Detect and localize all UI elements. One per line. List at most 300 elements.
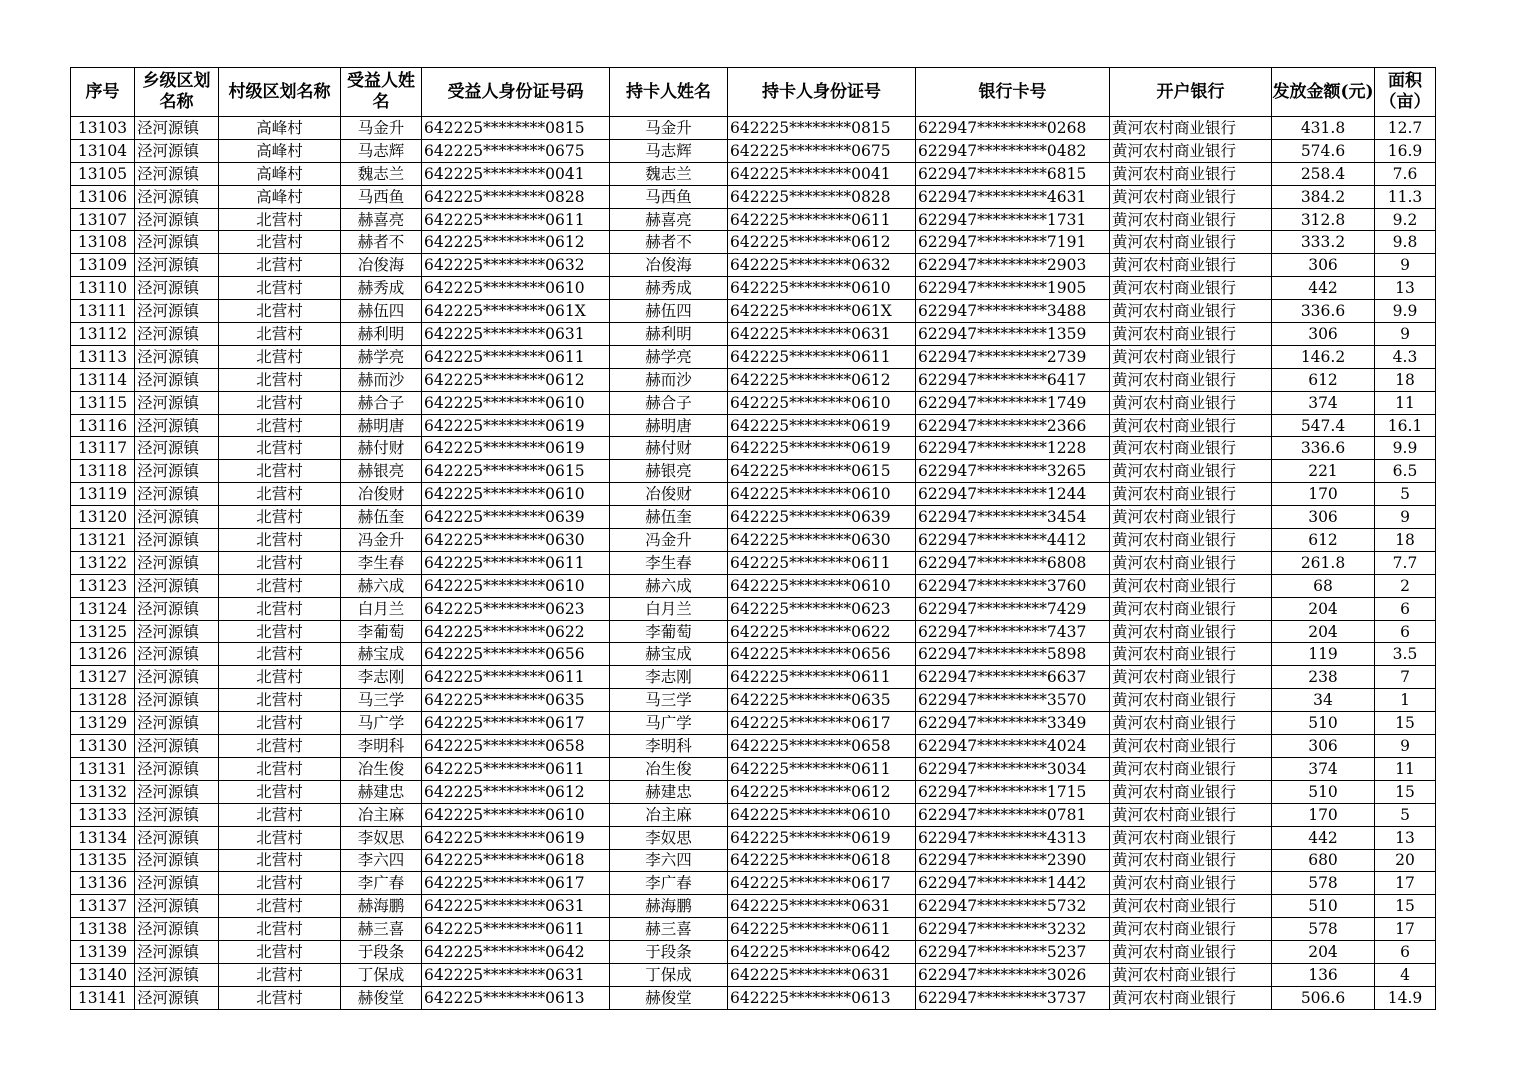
cell-bank: 黄河农村商业银行 <box>1110 368 1272 391</box>
cell-cardholder-name: 丁保成 <box>610 963 728 986</box>
cell-beneficiary-name: 于段条 <box>341 941 422 964</box>
cell-beneficiary-id: 642225********0612 <box>422 780 610 803</box>
cell-index: 13122 <box>71 551 135 574</box>
cell-cardholder-name: 李葡萄 <box>610 620 728 643</box>
cell-beneficiary-id: 642225********0642 <box>422 941 610 964</box>
cell-township: 泾河源镇 <box>135 139 219 162</box>
cell-cardholder-id: 642225********0622 <box>728 620 916 643</box>
cell-beneficiary-id: 642225********0632 <box>422 254 610 277</box>
table-row <box>71 277 1436 300</box>
cell-village: 北营村 <box>219 849 341 872</box>
cell-cardholder-name: 赫学亮 <box>610 345 728 368</box>
cell-bank-card: 622947*********3454 <box>916 506 1110 529</box>
table-row <box>71 117 1436 140</box>
cell-beneficiary-id: 642225********0639 <box>422 506 610 529</box>
cell-amount: 574.6 <box>1272 139 1375 162</box>
cell-village: 北营村 <box>219 597 341 620</box>
cell-beneficiary-name: 马广学 <box>341 712 422 735</box>
cell-beneficiary-id: 642225********0658 <box>422 735 610 758</box>
cell-bank-card: 622947*********2903 <box>916 254 1110 277</box>
cell-township: 泾河源镇 <box>135 529 219 552</box>
cell-bank: 黄河农村商业银行 <box>1110 620 1272 643</box>
cell-township: 泾河源镇 <box>135 551 219 574</box>
cell-amount: 258.4 <box>1272 162 1375 185</box>
cell-amount: 442 <box>1272 277 1375 300</box>
cell-bank: 黄河农村商业银行 <box>1110 918 1272 941</box>
table-row <box>71 345 1436 368</box>
cell-beneficiary-name: 赫喜亮 <box>341 208 422 231</box>
table-row <box>71 963 1436 986</box>
cell-area: 9.9 <box>1375 300 1436 323</box>
cell-township: 泾河源镇 <box>135 345 219 368</box>
cell-index: 13112 <box>71 323 135 346</box>
cell-bank-card: 622947*********0482 <box>916 139 1110 162</box>
cell-township: 泾河源镇 <box>135 117 219 140</box>
cell-bank-card: 622947*********0781 <box>916 803 1110 826</box>
cell-beneficiary-name: 李广春 <box>341 872 422 895</box>
cell-beneficiary-id: 642225********0675 <box>422 139 610 162</box>
cell-beneficiary-name: 冯金升 <box>341 529 422 552</box>
cell-bank-card: 622947*********6637 <box>916 666 1110 689</box>
cell-township: 泾河源镇 <box>135 277 219 300</box>
cell-bank-card: 622947*********5732 <box>916 895 1110 918</box>
cell-beneficiary-id: 642225********0611 <box>422 208 610 231</box>
cell-area: 13 <box>1375 277 1436 300</box>
cell-amount: 170 <box>1272 483 1375 506</box>
cell-village: 北营村 <box>219 345 341 368</box>
cell-cardholder-name: 冶俊财 <box>610 483 728 506</box>
cell-bank: 黄河农村商业银行 <box>1110 437 1272 460</box>
cell-township: 泾河源镇 <box>135 941 219 964</box>
cell-bank-card: 622947*********3265 <box>916 460 1110 483</box>
cell-area: 15 <box>1375 895 1436 918</box>
cell-amount: 384.2 <box>1272 185 1375 208</box>
table-row <box>71 643 1436 666</box>
cell-index: 13131 <box>71 757 135 780</box>
cell-village: 北营村 <box>219 666 341 689</box>
cell-village: 北营村 <box>219 986 341 1009</box>
cell-bank: 黄河农村商业银行 <box>1110 735 1272 758</box>
cell-bank: 黄河农村商业银行 <box>1110 185 1272 208</box>
cell-bank: 黄河农村商业银行 <box>1110 895 1272 918</box>
cell-index: 13127 <box>71 666 135 689</box>
cell-bank: 黄河农村商业银行 <box>1110 529 1272 552</box>
cell-village: 北营村 <box>219 460 341 483</box>
table-row <box>71 391 1436 414</box>
cell-area: 4.3 <box>1375 345 1436 368</box>
cell-village: 北营村 <box>219 941 341 964</box>
table-row <box>71 872 1436 895</box>
cell-amount: 34 <box>1272 689 1375 712</box>
cell-area: 5 <box>1375 803 1436 826</box>
cell-cardholder-id: 642225********0617 <box>728 712 916 735</box>
cell-township: 泾河源镇 <box>135 849 219 872</box>
cell-bank: 黄河农村商业银行 <box>1110 872 1272 895</box>
cell-amount: 306 <box>1272 254 1375 277</box>
cell-village: 北营村 <box>219 277 341 300</box>
cell-beneficiary-id: 642225********0631 <box>422 963 610 986</box>
cell-beneficiary-name: 赫明唐 <box>341 414 422 437</box>
header-amount: 发放金额(元) <box>1272 68 1375 117</box>
cell-cardholder-name: 赫宝成 <box>610 643 728 666</box>
cell-bank-card: 622947*********7437 <box>916 620 1110 643</box>
header-beneficiary-name: 受益人姓名 <box>341 68 422 117</box>
cell-area: 6 <box>1375 620 1436 643</box>
cell-bank: 黄河农村商业银行 <box>1110 162 1272 185</box>
cell-index: 13116 <box>71 414 135 437</box>
cell-area: 16.1 <box>1375 414 1436 437</box>
cell-amount: 442 <box>1272 826 1375 849</box>
cell-bank: 黄河农村商业银行 <box>1110 300 1272 323</box>
cell-cardholder-id: 642225********0613 <box>728 986 916 1009</box>
cell-bank-card: 622947*********6815 <box>916 162 1110 185</box>
cell-index: 13105 <box>71 162 135 185</box>
cell-amount: 238 <box>1272 666 1375 689</box>
cell-beneficiary-name: 赫俊堂 <box>341 986 422 1009</box>
cell-cardholder-name: 赫喜亮 <box>610 208 728 231</box>
header-cardholder-id: 持卡人身份证号 <box>728 68 916 117</box>
cell-cardholder-id: 642225********0642 <box>728 941 916 964</box>
cell-bank: 黄河农村商业银行 <box>1110 483 1272 506</box>
cell-bank: 黄河农村商业银行 <box>1110 689 1272 712</box>
cell-beneficiary-name: 魏志兰 <box>341 162 422 185</box>
header-cardholder-name: 持卡人姓名 <box>610 68 728 117</box>
cell-township: 泾河源镇 <box>135 643 219 666</box>
cell-township: 泾河源镇 <box>135 872 219 895</box>
cell-bank-card: 622947*********4313 <box>916 826 1110 849</box>
header-township: 乡级区划名称 <box>135 68 219 117</box>
cell-amount: 431.8 <box>1272 117 1375 140</box>
cell-township: 泾河源镇 <box>135 918 219 941</box>
cell-amount: 204 <box>1272 941 1375 964</box>
cell-beneficiary-id: 642225********0615 <box>422 460 610 483</box>
cell-cardholder-name: 冯金升 <box>610 529 728 552</box>
cell-beneficiary-id: 642225********0617 <box>422 872 610 895</box>
cell-cardholder-id: 642225********0619 <box>728 437 916 460</box>
cell-beneficiary-name: 赫利明 <box>341 323 422 346</box>
cell-beneficiary-id: 642225********0611 <box>422 345 610 368</box>
cell-beneficiary-id: 642225********0623 <box>422 597 610 620</box>
cell-cardholder-id: 642225********0658 <box>728 735 916 758</box>
cell-cardholder-name: 马志辉 <box>610 139 728 162</box>
cell-cardholder-id: 642225********0610 <box>728 277 916 300</box>
cell-cardholder-id: 642225********0615 <box>728 460 916 483</box>
cell-amount: 612 <box>1272 368 1375 391</box>
cell-village: 北营村 <box>219 872 341 895</box>
cell-township: 泾河源镇 <box>135 620 219 643</box>
cell-cardholder-id: 642225********0635 <box>728 689 916 712</box>
cell-township: 泾河源镇 <box>135 323 219 346</box>
cell-cardholder-id: 642225********0639 <box>728 506 916 529</box>
cell-cardholder-name: 李明科 <box>610 735 728 758</box>
cell-amount: 68 <box>1272 574 1375 597</box>
cell-cardholder-name: 马西鱼 <box>610 185 728 208</box>
cell-cardholder-name: 冶主麻 <box>610 803 728 826</box>
table-header <box>71 68 1436 117</box>
cell-index: 13120 <box>71 506 135 529</box>
cell-village: 北营村 <box>219 780 341 803</box>
cell-beneficiary-name: 白月兰 <box>341 597 422 620</box>
cell-amount: 136 <box>1272 963 1375 986</box>
table-row <box>71 162 1436 185</box>
cell-cardholder-id: 642225********0611 <box>728 345 916 368</box>
table-body <box>71 117 1436 1010</box>
cell-beneficiary-name: 赫银亮 <box>341 460 422 483</box>
cell-bank-card: 622947*********3570 <box>916 689 1110 712</box>
cell-bank-card: 622947*********1731 <box>916 208 1110 231</box>
cell-beneficiary-id: 642225********0656 <box>422 643 610 666</box>
cell-village: 北营村 <box>219 231 341 254</box>
cell-township: 泾河源镇 <box>135 185 219 208</box>
cell-area: 9 <box>1375 254 1436 277</box>
cell-township: 泾河源镇 <box>135 780 219 803</box>
cell-township: 泾河源镇 <box>135 162 219 185</box>
cell-township: 泾河源镇 <box>135 483 219 506</box>
cell-village: 北营村 <box>219 437 341 460</box>
cell-index: 13136 <box>71 872 135 895</box>
cell-cardholder-name: 赫伍四 <box>610 300 728 323</box>
cell-beneficiary-id: 642225********0618 <box>422 849 610 872</box>
table-row <box>71 323 1436 346</box>
cell-index: 13107 <box>71 208 135 231</box>
cell-index: 13124 <box>71 597 135 620</box>
cell-area: 15 <box>1375 780 1436 803</box>
cell-bank: 黄河农村商业银行 <box>1110 986 1272 1009</box>
cell-index: 13137 <box>71 895 135 918</box>
cell-cardholder-name: 赫伍奎 <box>610 506 728 529</box>
cell-cardholder-name: 赫利明 <box>610 323 728 346</box>
cell-township: 泾河源镇 <box>135 414 219 437</box>
cell-township: 泾河源镇 <box>135 666 219 689</box>
cell-bank-card: 622947*********2739 <box>916 345 1110 368</box>
cell-area: 9.2 <box>1375 208 1436 231</box>
cell-bank-card: 622947*********1749 <box>916 391 1110 414</box>
cell-area: 6 <box>1375 941 1436 964</box>
cell-bank: 黄河农村商业银行 <box>1110 117 1272 140</box>
cell-cardholder-id: 642225********0656 <box>728 643 916 666</box>
cell-index: 13139 <box>71 941 135 964</box>
table-row <box>71 689 1436 712</box>
cell-cardholder-id: 642225********0630 <box>728 529 916 552</box>
cell-amount: 506.6 <box>1272 986 1375 1009</box>
cell-village: 北营村 <box>219 918 341 941</box>
cell-area: 2 <box>1375 574 1436 597</box>
cell-area: 9.8 <box>1375 231 1436 254</box>
cell-bank-card: 622947*********0268 <box>916 117 1110 140</box>
cell-bank: 黄河农村商业银行 <box>1110 323 1272 346</box>
table-row <box>71 597 1436 620</box>
cell-village: 北营村 <box>219 368 341 391</box>
cell-bank-card: 622947*********1228 <box>916 437 1110 460</box>
cell-bank: 黄河农村商业银行 <box>1110 780 1272 803</box>
cell-beneficiary-name: 马金升 <box>341 117 422 140</box>
cell-beneficiary-id: 642225********0622 <box>422 620 610 643</box>
cell-amount: 578 <box>1272 918 1375 941</box>
cell-cardholder-name: 白月兰 <box>610 597 728 620</box>
cell-bank: 黄河农村商业银行 <box>1110 712 1272 735</box>
cell-cardholder-name: 马广学 <box>610 712 728 735</box>
cell-index: 13114 <box>71 368 135 391</box>
header-area: 面积（亩） <box>1375 68 1436 117</box>
header-bank-card: 银行卡号 <box>916 68 1110 117</box>
cell-index: 13106 <box>71 185 135 208</box>
cell-amount: 336.6 <box>1272 437 1375 460</box>
cell-township: 泾河源镇 <box>135 963 219 986</box>
cell-area: 11.3 <box>1375 185 1436 208</box>
table-row <box>71 757 1436 780</box>
cell-beneficiary-name: 赫伍四 <box>341 300 422 323</box>
table-row <box>71 506 1436 529</box>
table-row <box>71 780 1436 803</box>
cell-bank: 黄河农村商业银行 <box>1110 254 1272 277</box>
cell-amount: 374 <box>1272 757 1375 780</box>
header-village: 村级区划名称 <box>219 68 341 117</box>
table-row <box>71 574 1436 597</box>
cell-beneficiary-name: 马西鱼 <box>341 185 422 208</box>
cell-cardholder-id: 642225********0611 <box>728 757 916 780</box>
cell-village: 北营村 <box>219 689 341 712</box>
cell-amount: 612 <box>1272 529 1375 552</box>
cell-amount: 204 <box>1272 597 1375 620</box>
cell-bank-card: 622947*********1244 <box>916 483 1110 506</box>
cell-cardholder-name: 赫六成 <box>610 574 728 597</box>
cell-cardholder-name: 赫俊堂 <box>610 986 728 1009</box>
cell-index: 13138 <box>71 918 135 941</box>
cell-area: 6.5 <box>1375 460 1436 483</box>
cell-bank-card: 622947*********7429 <box>916 597 1110 620</box>
cell-bank: 黄河农村商业银行 <box>1110 941 1272 964</box>
cell-township: 泾河源镇 <box>135 254 219 277</box>
table-row <box>71 849 1436 872</box>
cell-beneficiary-name: 冶俊海 <box>341 254 422 277</box>
table-row <box>71 368 1436 391</box>
cell-bank-card: 622947*********3488 <box>916 300 1110 323</box>
cell-bank: 黄河农村商业银行 <box>1110 551 1272 574</box>
cell-amount: 510 <box>1272 712 1375 735</box>
cell-cardholder-name: 于段条 <box>610 941 728 964</box>
cell-cardholder-name: 李生春 <box>610 551 728 574</box>
table-row <box>71 208 1436 231</box>
cell-cardholder-id: 642225********0610 <box>728 391 916 414</box>
cell-beneficiary-id: 642225********0619 <box>422 437 610 460</box>
cell-cardholder-name: 赫海鹏 <box>610 895 728 918</box>
cell-bank: 黄河农村商业银行 <box>1110 574 1272 597</box>
cell-beneficiary-id: 642225********0611 <box>422 666 610 689</box>
cell-amount: 221 <box>1272 460 1375 483</box>
cell-bank: 黄河农村商业银行 <box>1110 414 1272 437</box>
cell-index: 13110 <box>71 277 135 300</box>
cell-amount: 336.6 <box>1272 300 1375 323</box>
cell-beneficiary-id: 642225********0613 <box>422 986 610 1009</box>
cell-cardholder-name: 马金升 <box>610 117 728 140</box>
table-row <box>71 483 1436 506</box>
cell-village: 北营村 <box>219 483 341 506</box>
cell-village: 北营村 <box>219 826 341 849</box>
cell-township: 泾河源镇 <box>135 231 219 254</box>
cell-cardholder-id: 642225********0610 <box>728 483 916 506</box>
cell-cardholder-id: 642225********0619 <box>728 414 916 437</box>
cell-village: 北营村 <box>219 803 341 826</box>
cell-beneficiary-name: 赫者不 <box>341 231 422 254</box>
cell-cardholder-name: 赫建忠 <box>610 780 728 803</box>
cell-beneficiary-name: 李生春 <box>341 551 422 574</box>
cell-township: 泾河源镇 <box>135 689 219 712</box>
cell-township: 泾河源镇 <box>135 735 219 758</box>
cell-beneficiary-id: 642225********0610 <box>422 803 610 826</box>
cell-bank: 黄河农村商业银行 <box>1110 460 1272 483</box>
cell-cardholder-name: 赫银亮 <box>610 460 728 483</box>
cell-index: 13119 <box>71 483 135 506</box>
cell-beneficiary-name: 赫秀成 <box>341 277 422 300</box>
header-index: 序号 <box>71 68 135 117</box>
cell-index: 13117 <box>71 437 135 460</box>
cell-amount: 333.2 <box>1272 231 1375 254</box>
cell-cardholder-id: 642225********0618 <box>728 849 916 872</box>
cell-cardholder-id: 642225********061X <box>728 300 916 323</box>
cell-township: 泾河源镇 <box>135 895 219 918</box>
cell-beneficiary-id: 642225********0828 <box>422 185 610 208</box>
cell-bank: 黄河农村商业银行 <box>1110 849 1272 872</box>
cell-area: 7.6 <box>1375 162 1436 185</box>
cell-index: 13132 <box>71 780 135 803</box>
cell-cardholder-id: 642225********0610 <box>728 803 916 826</box>
cell-bank-card: 622947*********6417 <box>916 368 1110 391</box>
header-row <box>71 68 1436 117</box>
cell-beneficiary-name: 赫三喜 <box>341 918 422 941</box>
cell-area: 1 <box>1375 689 1436 712</box>
cell-cardholder-id: 642225********0611 <box>728 918 916 941</box>
table-row <box>71 460 1436 483</box>
cell-village: 北营村 <box>219 208 341 231</box>
table-row <box>71 414 1436 437</box>
table-row <box>71 941 1436 964</box>
cell-village: 北营村 <box>219 643 341 666</box>
cell-amount: 510 <box>1272 895 1375 918</box>
cell-village: 北营村 <box>219 300 341 323</box>
cell-cardholder-id: 642225********0612 <box>728 780 916 803</box>
cell-village: 北营村 <box>219 254 341 277</box>
cell-village: 北营村 <box>219 757 341 780</box>
cell-bank-card: 622947*********1442 <box>916 872 1110 895</box>
cell-amount: 547.4 <box>1272 414 1375 437</box>
cell-beneficiary-name: 赫合子 <box>341 391 422 414</box>
cell-index: 13121 <box>71 529 135 552</box>
cell-village: 高峰村 <box>219 117 341 140</box>
cell-beneficiary-name: 赫宝成 <box>341 643 422 666</box>
cell-area: 9 <box>1375 323 1436 346</box>
cell-area: 20 <box>1375 849 1436 872</box>
cell-bank: 黄河农村商业银行 <box>1110 597 1272 620</box>
cell-cardholder-id: 642225********0041 <box>728 162 916 185</box>
table-row <box>71 666 1436 689</box>
cell-amount: 578 <box>1272 872 1375 895</box>
cell-beneficiary-name: 赫六成 <box>341 574 422 597</box>
cell-beneficiary-id: 642225********061X <box>422 300 610 323</box>
cell-township: 泾河源镇 <box>135 368 219 391</box>
cell-bank: 黄河农村商业银行 <box>1110 277 1272 300</box>
cell-bank: 黄河农村商业银行 <box>1110 826 1272 849</box>
cell-area: 9 <box>1375 735 1436 758</box>
cell-cardholder-name: 赫合子 <box>610 391 728 414</box>
cell-area: 5 <box>1375 483 1436 506</box>
cell-area: 16.9 <box>1375 139 1436 162</box>
cell-area: 9 <box>1375 506 1436 529</box>
cell-area: 14.9 <box>1375 986 1436 1009</box>
cell-cardholder-id: 642225********0675 <box>728 139 916 162</box>
cell-village: 高峰村 <box>219 162 341 185</box>
cell-township: 泾河源镇 <box>135 986 219 1009</box>
table-row <box>71 231 1436 254</box>
